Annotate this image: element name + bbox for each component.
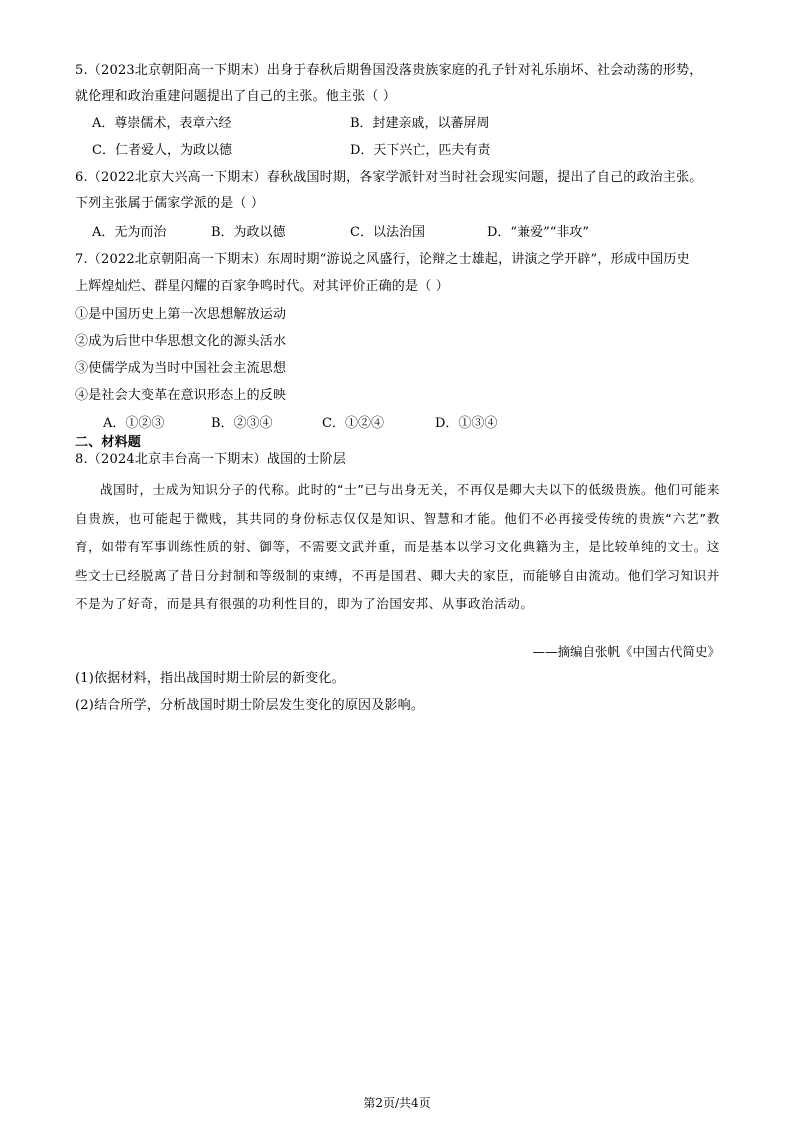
q6-option-a: A．无为而治 — [92, 225, 167, 240]
q8-material-passage: 战国时，士成为知识分子的代称。此时的“士”已与出身无关，不再仅是卿大夫以下的低级贵族。他们可能来自贵族，也可能起于微贱，其共同的身份标志仅仅是知识、智慧和才能。他们不必再接受传统的贵族“六艺”教育，如带有军事训练性质的射、御等，不需要文武并重，而是基本以学习文化典籍为主，是比较单纯的文士。这些文士已经脱离了昔日分封制和等级制的束缚，不再是国君、卿大夫的家臣，而能够自由流动。他们学习知识并不是为了好奇，而是具有很强的功利性目的，即为了治国安邦、从事政治活动。 — [75, 482, 720, 611]
q8-subquestion-1: (1)依据材料，指出战国时期士阶层的新变化。 — [75, 671, 345, 686]
q6-option-d: D．“兼爱”“非攻” — [487, 225, 590, 240]
q7-option-a: A．①②③ — [103, 416, 165, 431]
q5-option-a: A．尊崇儒术，表章六经 — [92, 116, 232, 131]
q8-subquestion-2: (2)结合所学，分析战国时期士阶层发生变化的原因及影响。 — [75, 698, 425, 713]
section-heading: 二、材料题 — [75, 435, 142, 450]
q5-option-d: D．天下兴亡，匹夫有责 — [350, 143, 491, 158]
q7-option-c: C．①②④ — [322, 416, 384, 431]
q6-stem-line2: 下列主张属于儒家学派的是（ ） — [75, 196, 265, 211]
q5-stem-line1: 5.（2023北京朝阳高一下期末）出身于春秋后期鲁国没落贵族家庭的孔子针对礼乐崩坏、社会动荡的形势， — [75, 63, 703, 78]
q6-stem-line1: 6.（2022北京大兴高一下期末）春秋战国时期，各家学派针对当时社会现实问题，提出了自己的政治主张。 — [75, 170, 703, 185]
q7-option-b: B．②③④ — [211, 416, 273, 431]
q5-stem-line2: 就伦理和政治重建问题提出了自己的主张。他主张（ ） — [75, 89, 397, 104]
q7-statement-3: ③使儒学成为当时中国社会主流思想 — [75, 361, 287, 376]
q7-statement-1: ①是中国历史上第一次思想解放运动 — [75, 307, 287, 322]
q7-statement-4: ④是社会大变革在意识形态上的反映 — [75, 388, 287, 403]
q7-statement-2: ②成为后世中华思想文化的源头活水 — [75, 334, 287, 349]
q8-material-source: ——摘编自张帆《中国古代简史》 — [532, 644, 720, 659]
q6-option-b: B．为政以德 — [211, 225, 286, 240]
q7-option-d: D．①③④ — [435, 416, 498, 431]
q7-stem-line1: 7.（2022北京朝阳高一下期末）东周时期“游说之风盛行，论辩之士雄起，讲演之学开辟”，形成中国历史 — [75, 252, 690, 267]
q8-title: 8.（2024北京丰台高一下期末）战国的士阶层 — [75, 452, 347, 467]
q5-option-c: C．仁者爱人，为政以德 — [92, 143, 232, 158]
q6-option-c: C．以法治国 — [350, 225, 425, 240]
page-number: 第2页/共4页 — [363, 1096, 431, 1110]
q7-stem-line2: 上辉煌灿烂、群星闪耀的百家争鸣时代。对其评价正确的是（ ） — [75, 279, 449, 294]
q5-option-b: B．封建亲戚，以蕃屏周 — [350, 116, 490, 131]
